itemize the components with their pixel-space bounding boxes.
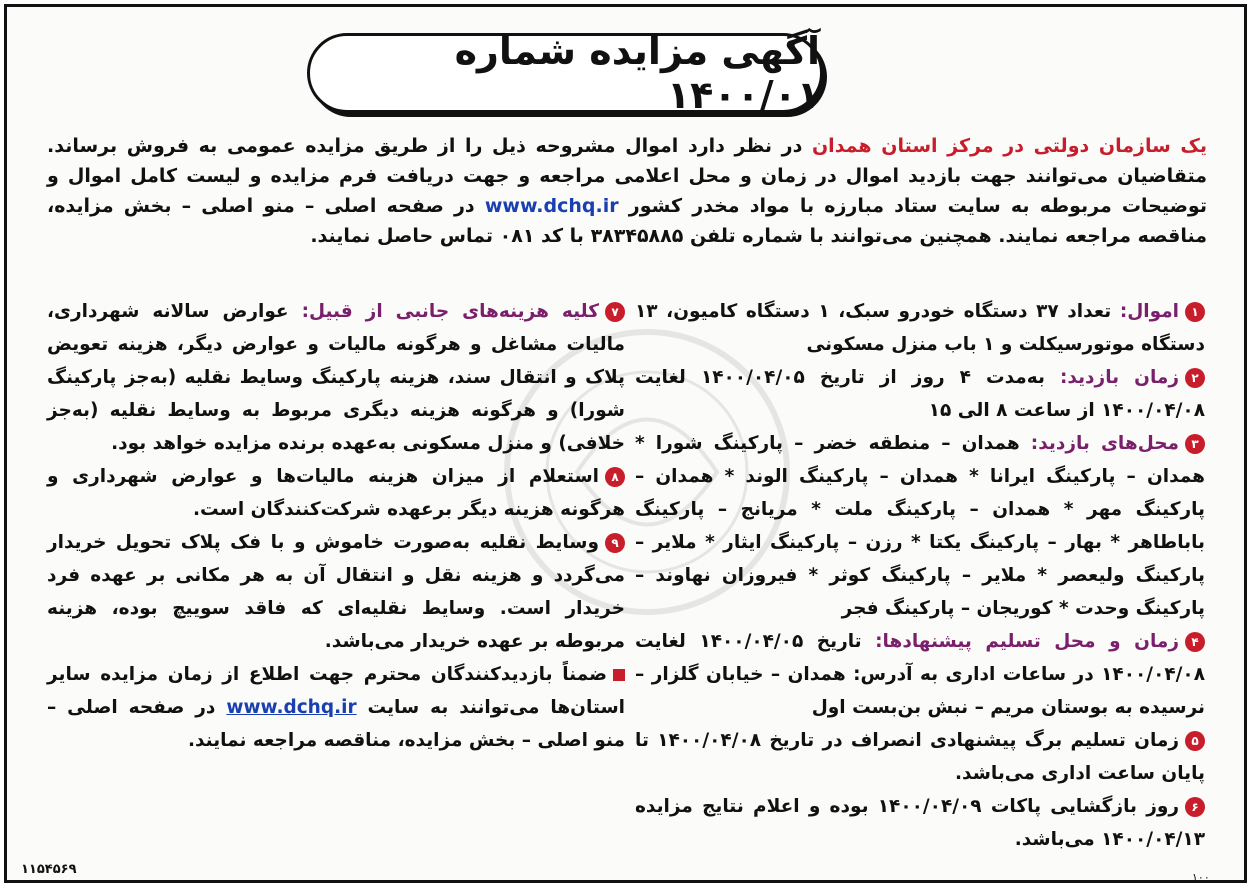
item-text: تاریخ ۱۴۰۰/۰۴/۰۵ لغایت ۱۴۰۰/۰۴/۰۸ در ساعات اداری به آدرس: همدان – خیابان گلزار – نرسیده به بوستان مریم – نبش بن‌بست اول — [635, 631, 1205, 718]
advertisement-frame — [4, 4, 1247, 883]
square-bullet-icon — [613, 669, 625, 681]
item-number: ۷ — [605, 302, 625, 322]
left-column — [47, 295, 625, 757]
note-item — [47, 658, 625, 757]
item-text: وسایط نقلیه به‌صورت خاموش و با فک پلاک تحویل خریدار می‌گردد و هزینه نقل و انتقال آن به هر مکانی بر عهده فرد خریدار است. وسایط نقلیه‌ای که فاقد سوییچ بوده، هزینه مربوطه بر عهده خریدار می‌باشد. — [47, 532, 625, 652]
intro-text-1: در نظر دارد اموال مشروحه ذیل را از طریق مزایده عمومی به فروش برساند. متقاضیان می‌توانند جهت بازدید اموال در زمان و محل اعلامی مراجعه و جهت دریافت فرم مزایده و لیست کامل اموال و توضیحات مربوطه به سایت ستاد مبارزه با مواد مخدر کشور — [47, 135, 1207, 217]
note-text-1: ضمناً بازدیدکنندگان محترم جهت اطلاع از زمان مزایده سایر استان‌ها می‌توانند به سایت — [47, 664, 625, 718]
footer-code: ۱۱۵۴۵۶۹ — [21, 862, 77, 877]
item-text: به‌مدت ۴ روز از تاریخ ۱۴۰۰/۰۴/۰۵ لغایت ۱۴۰۰/۰۴/۰۸ از ساعت ۸ الی ۱۵ — [635, 367, 1205, 421]
list-item — [47, 295, 625, 460]
item-heading: کلیه هزینه‌های جانبی از قبیل: — [301, 301, 599, 322]
item-number: ۳ — [1185, 434, 1205, 454]
item-number: ۵ — [1185, 731, 1205, 751]
title-banner — [307, 29, 823, 117]
intro-text-2: در صفحه اصلی – منو اصلی – بخش مزایده، مناقصه مراجعه نمایند. همچنین می‌توانند با شماره تلفن ۳۸۳۴۵۸۸۵ با کد ۰۸۱ تماس حاصل نمایند. — [47, 195, 1207, 247]
note-text-2: در صفحه اصلی – منو اصلی – بخش مزایده، مناقصه مراجعه نمایند. — [47, 697, 625, 751]
item-heading: اموال: — [1119, 301, 1179, 322]
item-number: ۶ — [1185, 797, 1205, 817]
note-url-link[interactable]: www.dchq.ir — [226, 697, 357, 718]
item-number: ۸ — [605, 467, 625, 487]
list-item — [635, 361, 1205, 427]
intro-paragraph — [47, 131, 1207, 251]
item-number: ۱ — [1185, 302, 1205, 322]
item-text: زمان تسلیم برگ پیشنهادی انصراف در تاریخ ۱۴۰۰/۰۴/۰۸ تا پایان ساعت اداری می‌باشد. — [635, 730, 1205, 784]
list-item — [47, 526, 625, 658]
corner-mark: ۱۰۰ — [1192, 871, 1210, 884]
item-heading: زمان بازدید: — [1060, 367, 1179, 388]
list-item — [635, 790, 1205, 856]
intro-highlight: یک سازمان دولتی در مرکز استان همدان — [811, 135, 1207, 157]
list-item — [635, 625, 1205, 724]
item-number: ۴ — [1185, 632, 1205, 652]
list-item — [635, 295, 1205, 361]
item-text: روز بازگشایی پاکات ۱۴۰۰/۰۴/۰۹ بوده و اعلام نتایج مزایده ۱۴۰۰/۰۴/۱۳ می‌باشد. — [635, 796, 1205, 850]
page-title: آگهی مزایده شماره ۱۴۰۰/۰۱ — [454, 29, 820, 117]
item-heading: زمان و محل تسلیم پیشنهادها: — [875, 631, 1179, 652]
item-text: همدان – منطقه خضر – پارکینگ شورا * همدان – پارکینگ ایرانا * همدان – پارکینگ الوند * همدان – پارکینگ مهر * همدان – پارکینگ ملت * مریانج – پارکینگ باباطاهر * بهار – پارکینگ یکتا * رزن – پارکینگ ایثار * ملایر – پارکینگ ولیعصر * ملایر – پارکینگ کوثر * فیروزان نهاوند – پارکینگ وحدت * کوریجان – پارکینگ فجر — [635, 433, 1205, 619]
item-number: ۲ — [1185, 368, 1205, 388]
intro-url-link[interactable]: www.dchq.ir — [484, 195, 619, 217]
item-number: ۹ — [605, 533, 625, 553]
list-item — [635, 724, 1205, 790]
right-column — [635, 295, 1205, 856]
item-text: عوارض سالانه شهرداری، مالیات مشاغل و هرگونه مالیات و عوارض دیگر، هزینه تعویض پلاک و انتقال سند، هزینه پارکینگ وسایط نقلیه (به‌جز پارکینگ شورا) و هرگونه هزینه دیگری مربوط به وسایط نقلیه (به‌جز خلافی) و منزل مسکونی به‌عهده برنده مزایده خواهد بود. — [47, 301, 625, 454]
list-item — [47, 460, 625, 526]
list-item — [635, 427, 1205, 625]
item-heading: محل‌های بازدید: — [1030, 433, 1179, 454]
item-text: استعلام از میزان هزینه مالیات‌ها و عوارض شهرداری و هرگونه هزینه دیگر برعهده شرکت‌کنندگان است. — [47, 466, 625, 520]
item-text: تعداد ۳۷ دستگاه خودرو سبک، ۱ دستگاه کامیون، ۱۳ دستگاه موتورسیکلت و ۱ باب منزل مسکونی — [635, 301, 1205, 355]
